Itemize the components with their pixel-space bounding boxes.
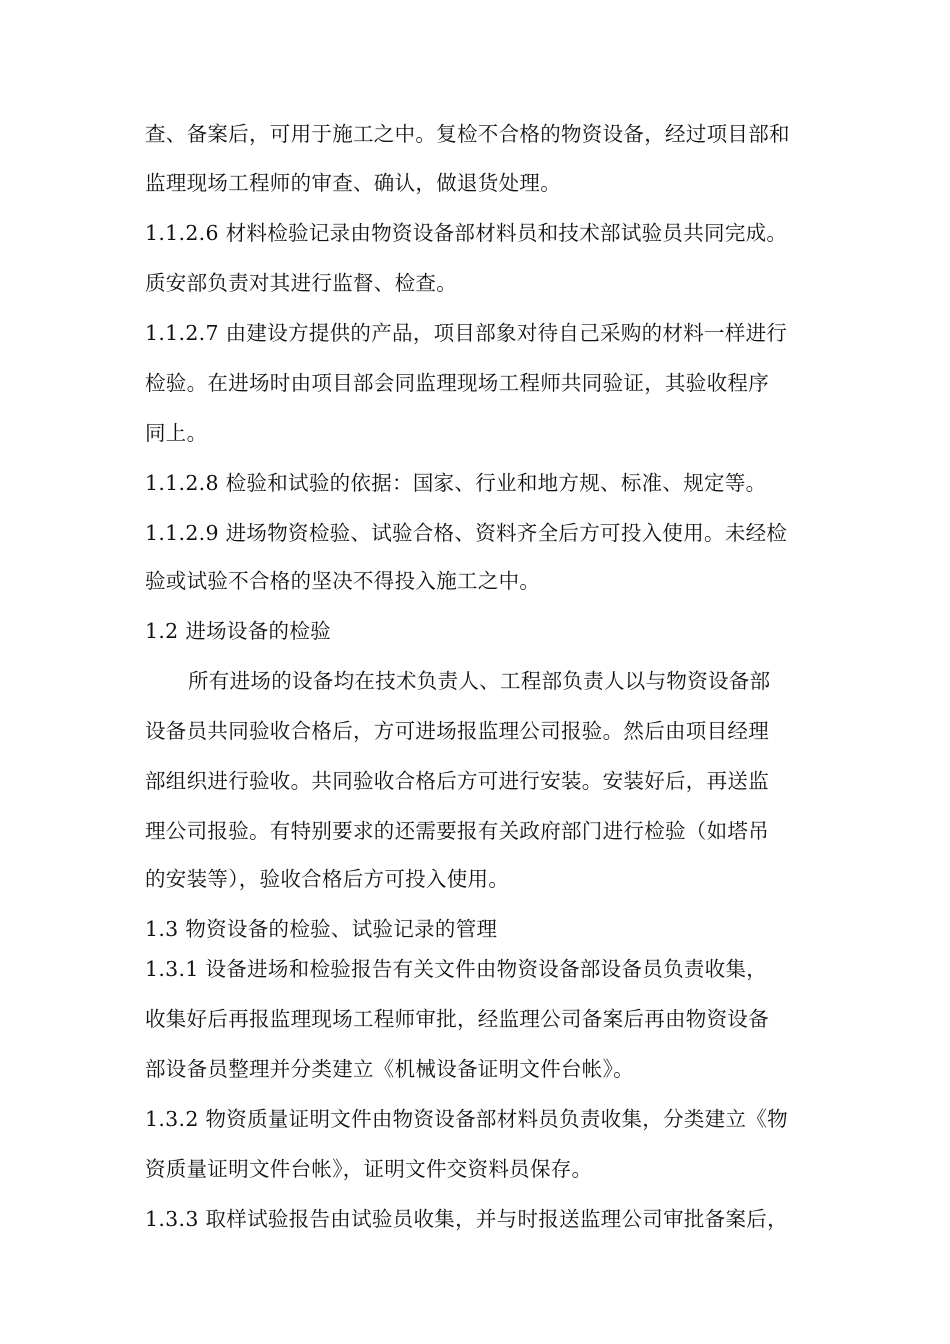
text-line: 资质量证明文件台帐》，证明文件交资料员保存。 <box>145 1157 593 1181</box>
text-line: 查、备案后，可用于施工之中。复检不合格的物资设备，经过项目部和 <box>145 122 790 146</box>
text-line: 1.3.3 取样试验报告由试验员收集，并与时报送监理公司审批备案后， <box>145 1207 788 1231</box>
text-line: 的安装等），验收合格后方可投入使用。 <box>145 867 510 891</box>
text-line: 1.3.2 物资质量证明文件由物资设备部材料员负责收集，分类建立《物 <box>145 1107 788 1131</box>
text-line: 验或试验不合格的坚决不得投入施工之中。 <box>145 569 541 593</box>
text-line: 1.1.2.6 材料检验记录由物资设备部材料员和技术部试验员共同完成。 <box>145 221 788 245</box>
text-line: 部设备员整理并分类建立《机械设备证明文件台帐》。 <box>145 1057 634 1081</box>
text-line: 1.3.1 设备进场和检验报告有关文件由物资设备部设备员负责收集， <box>145 957 768 981</box>
text-line: 理公司报验。有特别要求的还需要报有关政府部门进行检验（如塔吊 <box>145 819 769 843</box>
text-line: 收集好后再报监理现场工程师审批，经监理公司备案后再由物资设备 <box>145 1007 769 1031</box>
text-line: 检验。在进场时由项目部会同监理现场工程师共同验证，其验收程序 <box>145 371 769 395</box>
text-line: 部组织进行验收。共同验收合格后方可进行安装。安装好后，再送监 <box>145 769 769 793</box>
text-line: 监理现场工程师的审查、确认，做退货处理。 <box>145 171 561 195</box>
text-line: 所有进场的设备均在技术负责人、工程部负责人以与物资设备部 <box>188 669 771 693</box>
text-line: 质安部负责对其进行监督、检查。 <box>145 271 457 295</box>
text-line: 设备员共同验收合格后，方可进场报监理公司报验。然后由项目经理 <box>145 719 769 743</box>
section-heading: 1.2 进场设备的检验 <box>145 619 331 643</box>
text-line: 同上。 <box>145 421 208 445</box>
text-line: 1.1.2.7 由建设方提供的产品，项目部象对待自己采购的材料一样进行 <box>145 321 788 345</box>
text-line: 1.1.2.8 检验和试验的依据：国家、行业和地方规、标准、规定等。 <box>145 471 767 495</box>
text-line: 1.1.2.9 进场物资检验、试验合格、资料齐全后方可投入使用。未经检 <box>145 521 788 545</box>
section-heading: 1.3 物资设备的检验、试验记录的管理 <box>145 917 498 941</box>
